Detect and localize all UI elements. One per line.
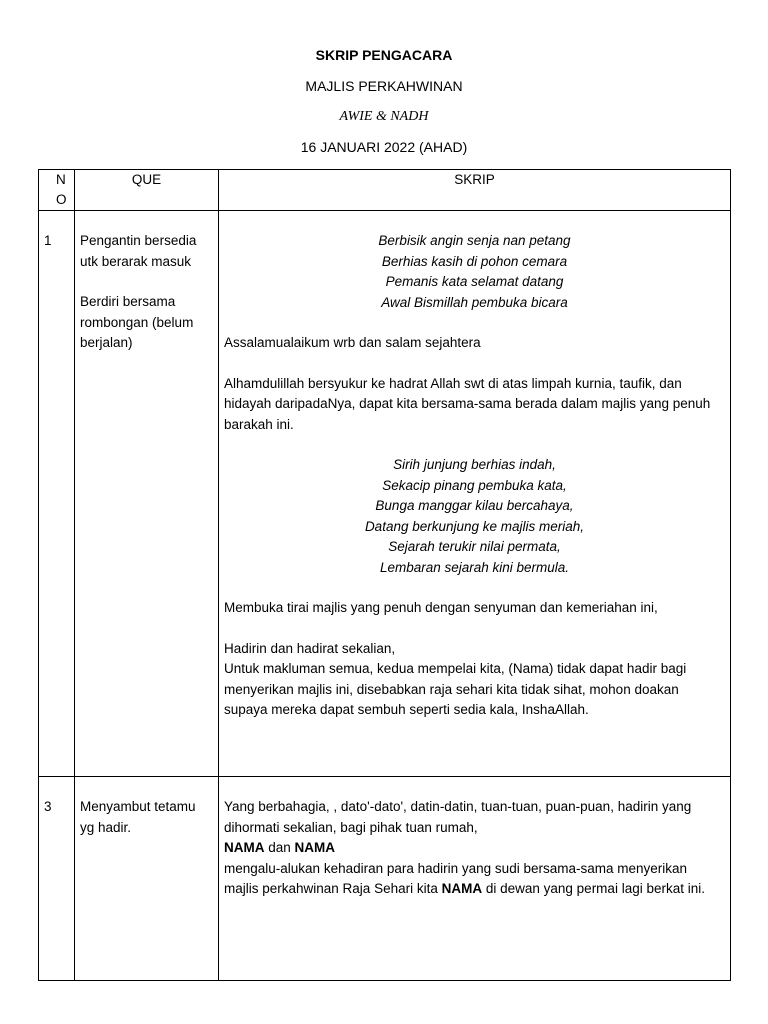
name-placeholder: NAMA <box>224 840 265 855</box>
que-text: Berdiri bersama rombongan (belum berjalan) <box>80 294 194 350</box>
paragraph <box>224 838 725 859</box>
table-row <box>39 211 731 777</box>
greeting-text: Assalamualaikum wrb dan salam sejahtera <box>224 335 481 350</box>
script-table <box>38 169 731 981</box>
header-no-label: N O <box>56 172 67 207</box>
document-title: SKRIP PENGACARA <box>315 47 453 63</box>
paragraph: Membuka tirai majlis yang penuh dengan senyuman dan kemeriahan ini, <box>224 600 658 615</box>
paragraph <box>224 859 725 900</box>
que-cell <box>75 777 219 981</box>
pantun-verse <box>224 231 725 313</box>
row-number: 3 <box>39 777 75 981</box>
paragraph: Hadirin dan hadirat sekalian, <box>224 640 396 656</box>
header-que: QUE <box>75 170 219 211</box>
event-subtitle: MAJLIS PERKAHWINAN <box>305 78 463 94</box>
paragraph: Yang berbahagia, , dato'-dato', datin-datin, tuan-tuan, puan-puan, hadirin yang dihormati sekalian, bagi pihak tuan rumah, <box>224 799 692 835</box>
pantun-line: Berbisik angin senja nan petang <box>378 233 571 248</box>
table-header-row <box>39 170 731 211</box>
event-date: 16 JANUARI 2022 (AHAD) <box>300 139 468 155</box>
skrip-cell <box>219 211 731 777</box>
pantun-line: Sekacip pinang pembuka kata, <box>382 477 567 493</box>
couple-names: AWIE & NADH <box>339 109 429 124</box>
que-text: Pengantin bersedia utk berarak masuk <box>80 233 197 269</box>
pantun-line: Sejarah terukir nilai permata, <box>388 539 561 554</box>
paragraph-text: mengalu-alukan kehadiran para hadirin yang sudi bersama-sama menyerikan majlis perkahwinan Raja Sehari kita <box>224 860 688 896</box>
que-text: Menyambut tetamu yg hadir. <box>80 799 196 835</box>
pantun-line: Lembaran sejarah kini bermula. <box>379 559 570 575</box>
skrip-cell <box>219 777 731 981</box>
name-placeholder: NAMA <box>441 881 483 896</box>
pantun-line: Bunga manggar kilau bercahaya, <box>375 498 574 513</box>
paragraph: Untuk makluman semua, kedua mempelai kita, (Nama) tidak dapat hadir bagi menyerikan majlis ini, disebabkan raja sehari kita tidak sihat, mohon doakan supaya mereka dapat sembuh seperti sedia kala, InshaAllah. <box>224 661 687 717</box>
pantun-line: Datang berkunjung ke majlis meriah, <box>364 518 585 534</box>
pantun-line: Awal Bismillah pembuka bicara <box>381 294 568 310</box>
paragraph: Alhamdulillah bersyukur ke hadrat Allah swt di atas limpah kurnia, taufik, dan hidayah daripadaNya, dapat kita bersama-sama berada dalam majlis yang penuh barakah ini. <box>224 375 711 432</box>
table-row <box>39 777 731 981</box>
header-skrip: SKRIP <box>219 170 731 211</box>
pantun-line: Sirih junjung berhias indah, <box>393 457 556 472</box>
header-no <box>39 170 75 211</box>
row-number: 1 <box>39 211 75 777</box>
pantun-verse <box>224 455 725 578</box>
pantun-line: Berhias kasih di pohon cemara <box>381 253 568 269</box>
name-placeholder: NAMA <box>294 840 336 855</box>
que-cell <box>75 211 219 777</box>
conjunction: dan <box>264 840 295 855</box>
paragraph-text: di dewan yang permai lagi berkat ini. <box>482 881 705 896</box>
pantun-line: Pemanis kata selamat datang <box>385 274 564 289</box>
